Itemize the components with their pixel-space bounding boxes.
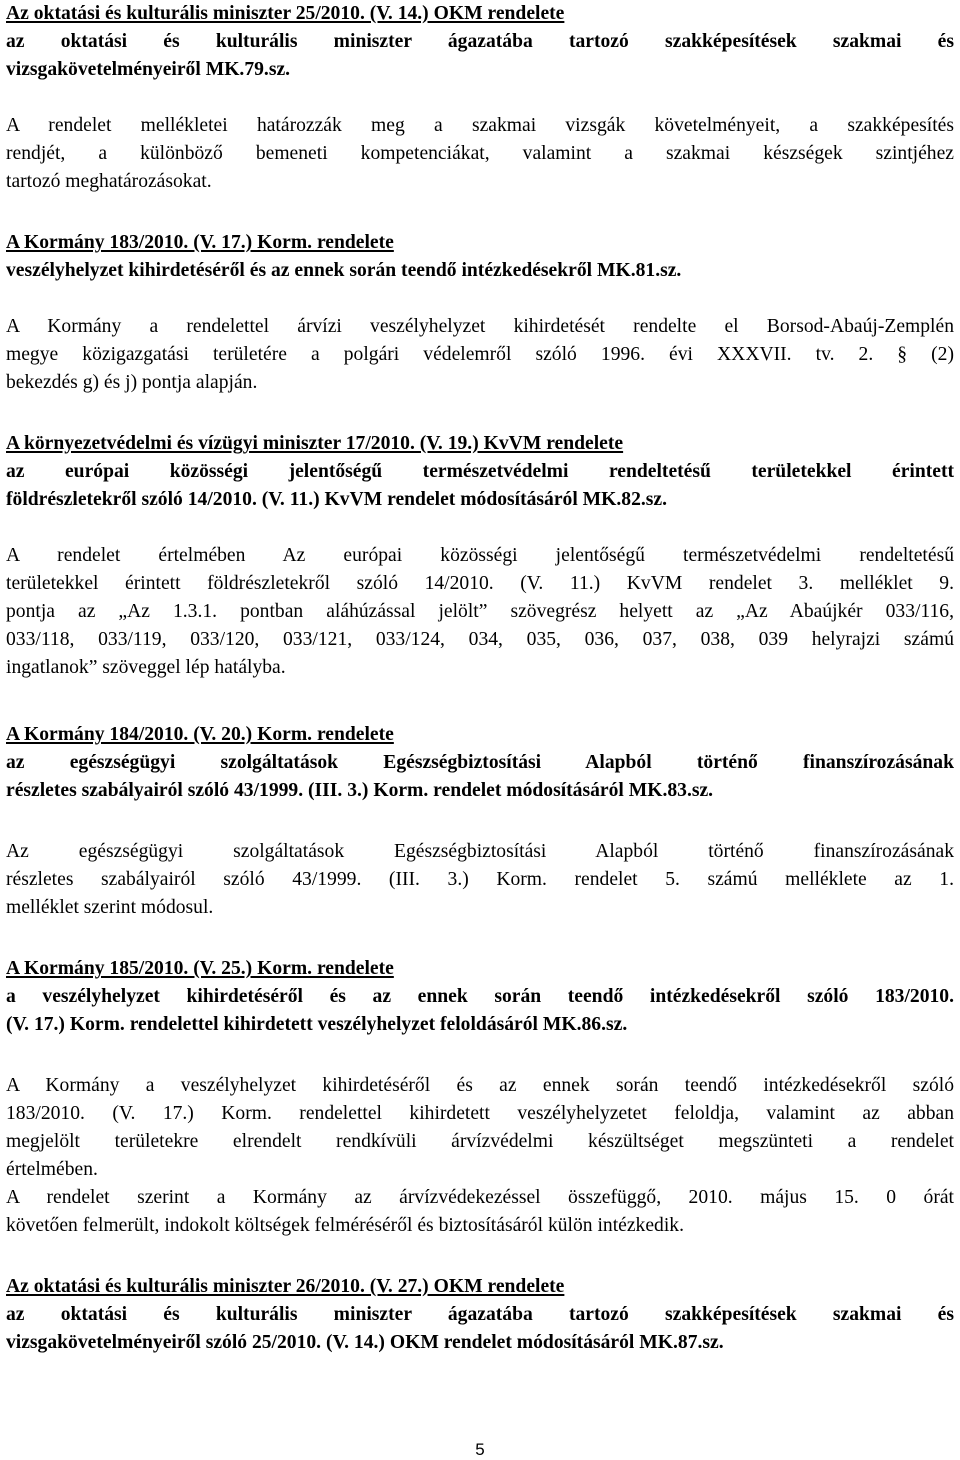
section-body-line: A rendelet mellékletei határozzák meg a szakmai vizsgák követelményeit, a szakképesítés: [6, 115, 954, 136]
section-title: Az oktatási és kulturális miniszter 26/2010. (V. 27.) OKM rendelete: [6, 1276, 565, 1297]
section-body-line: A rendelet értelmében Az európai közösségi jelentőségű természetvédelmi rendeltetésű: [6, 545, 954, 566]
section-subtitle: részletes szabályairól szóló 43/1999. (III. 3.) Korm. rendelet módosításáról MK.83.sz.: [6, 780, 714, 801]
section-title: A Kormány 184/2010. (V. 20.) Korm. rendelete: [6, 724, 394, 745]
section-body-line: A Kormány a veszélyhelyzet kihirdetéséről és az ennek során teendő intézkedésekről szóló: [6, 1075, 954, 1096]
page-number: 5: [475, 1440, 485, 1459]
section-subtitle: az egészségügyi szolgáltatások Egészségbiztosítási Alapból történő finanszírozásának: [6, 752, 954, 773]
section-body-line: értelmében.: [6, 1159, 98, 1180]
section-subtitle: veszélyhelyzet kihirdetéséről és az ennek során teendő intézkedésekről MK.81.sz.: [6, 260, 682, 281]
section-title: A környezetvédelmi és vízügyi miniszter 17/2010. (V. 19.) KvVM rendelete: [6, 433, 624, 454]
section-title: Az oktatási és kulturális miniszter 25/2010. (V. 14.) OKM rendelete: [6, 3, 565, 24]
section-subtitle: a veszélyhelyzet kihirdetéséről és az ennek során teendő intézkedésekről szóló 183/2010.: [6, 986, 954, 1007]
section-body-line: pontja az „Az 1.3.1. pontban aláhúzással jelölt” szövegrész helyett az „Az Abaújkér 033/116,: [6, 601, 954, 622]
section-title: A Kormány 183/2010. (V. 17.) Korm. rendelete: [6, 232, 394, 253]
section-body-line: ingatlanok” szöveggel lép hatályba.: [6, 657, 286, 678]
section-body-line: területekkel érintett földrészletekről szóló 14/2010. (V. 11.) KvVM rendelet 3. melléklet 9.: [6, 573, 954, 594]
section-subtitle: vizsgakövetelményeiről MK.79.sz.: [6, 59, 291, 80]
section-subtitle: az oktatási és kulturális miniszter ágazatába tartozó szakképesítések szakmai és: [6, 31, 954, 52]
section-body-line: 033/118, 033/119, 033/120, 033/121, 033/124, 034, 035, 036, 037, 038, 039 helyrajzi számú: [6, 629, 954, 650]
section-body-line: rendjét, a különböző bemeneti kompetenciákat, valamint a szakmai készségek szintjéhez: [6, 143, 954, 164]
section-body-line: melléklet szerint módosul.: [6, 897, 214, 918]
section-body-line: követően felmerült, indokolt költségek felméréséről és biztosításáról külön intézkedik.: [6, 1215, 684, 1236]
section-body-line: tartozó meghatározásokat.: [6, 171, 212, 192]
section-body-line: A rendelet szerint a Kormány az árvízvédekezéssel összefüggő, 2010. május 15. 0 órát: [6, 1187, 954, 1208]
section-subtitle: vizsgakövetelményeiről szóló 25/2010. (V. 14.) OKM rendelet módosításáról MK.87.sz.: [6, 1332, 724, 1353]
section-subtitle: az európai közösségi jelentőségű természetvédelmi rendeltetésű területekkel érintett: [6, 461, 954, 482]
section-body-line: bekezdés g) és j) pontja alapján.: [6, 372, 258, 393]
section-subtitle: földrészletekről szóló 14/2010. (V. 11.) KvVM rendelet módosításáról MK.82.sz.: [6, 489, 668, 510]
section-body-line: 183/2010. (V. 17.) Korm. rendelettel kihirdetett veszélyhelyzetet feloldja, valamint az abban: [6, 1103, 954, 1124]
section-body-line: megye közigazgatási területére a polgári védelemről szóló 1996. évi XXXVII. tv. 2. § (2): [6, 344, 954, 365]
section-title: A Kormány 185/2010. (V. 25.) Korm. rendelete: [6, 958, 394, 979]
section-subtitle: (V. 17.) Korm. rendelettel kihirdetett veszélyhelyzet feloldásáról MK.86.sz.: [6, 1014, 628, 1035]
section-body-line: megjelölt területekre elrendelt rendkívüli árvízvédelmi készültséget megszünteti a rendelet: [6, 1131, 954, 1152]
section-body-line: Az egészségügyi szolgáltatások Egészségbiztosítási Alapból történő finanszírozásának: [6, 841, 954, 862]
section-body-line: A Kormány a rendelettel árvízi veszélyhelyzet kihirdetését rendelte el Borsod-Abaúj-Zemplén: [6, 316, 954, 337]
section-body-line: részletes szabályairól szóló 43/1999. (III. 3.) Korm. rendelet 5. számú melléklete az 1.: [6, 869, 954, 890]
section-subtitle: az oktatási és kulturális miniszter ágazatába tartozó szakképesítések szakmai és: [6, 1304, 954, 1325]
